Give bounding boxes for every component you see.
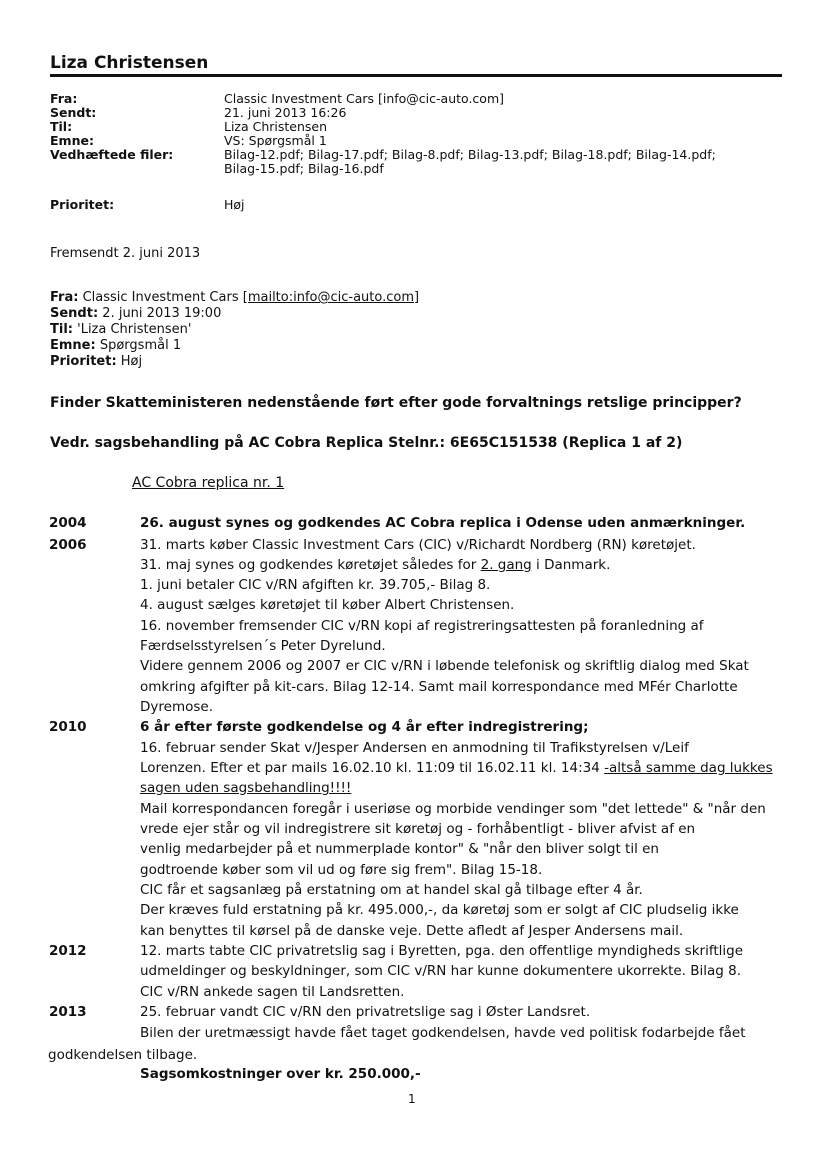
event-2006-9: Dyremose. xyxy=(140,699,213,715)
event-2012-1: 12. marts tabte CIC privatretslig sag i Byretten, pga. den offentlige myndigheds skriftlige xyxy=(140,943,744,959)
year-2013: 2013 xyxy=(49,1004,87,1020)
priority-label: Prioritet: xyxy=(50,197,115,212)
to-value: Liza Christensen xyxy=(224,119,328,134)
event-2006-6: Færdselsstyrelsen´s Peter Dyrelund. xyxy=(140,638,386,654)
header-rule xyxy=(50,74,782,77)
sent-value: 21. juni 2013 16:26 xyxy=(224,105,347,120)
year-2010: 2010 xyxy=(49,719,87,735)
fwd-to-label: Til: xyxy=(50,322,73,337)
subject-value: VS: Spørgsmål 1 xyxy=(224,133,327,148)
fwd-to-line xyxy=(50,322,191,337)
attachments-line-1: Bilag-12.pdf; Bilag-17.pdf; Bilag-8.pdf; Bilag-13.pdf; Bilag-18.pdf; Bilag-14.pdf; xyxy=(224,147,716,162)
event-2006-1: 31. marts køber Classic Investment Cars (CIC) v/Richardt Nordberg (RN) køretøjet. xyxy=(140,537,696,553)
event-2010-1: 6 år efter første godkendelse og 4 år efter indregistrering; xyxy=(140,719,589,735)
forwarded-note: Fremsendt 2. juni 2013 xyxy=(50,246,201,261)
event-2004-1: 26. august synes og godkendes AC Cobra replica i Odense uden anmærkninger. xyxy=(140,515,746,531)
attachments-line-2: Bilag-15.pdf; Bilag-16.pdf xyxy=(224,161,384,176)
event-2010-7: venlig medarbejder på et nummerplade kontor" & "når den bliver solgt til en xyxy=(140,841,659,857)
document-owner-name: Liza Christensen xyxy=(50,53,209,73)
year-2006: 2006 xyxy=(49,537,87,553)
event-2006-2 xyxy=(140,557,610,573)
year-2004: 2004 xyxy=(49,515,87,531)
event-2010-5: Mail korrespondancen foregår i useriøse og morbide vendinger som "det lettede" & "når den xyxy=(140,801,766,817)
event-2006-7: Videre gennem 2006 og 2007 er CIC v/RN i løbende telefonisk og skriftlig dialog med Skat xyxy=(140,658,749,674)
question-heading: Finder Skatteministeren nedenstående ført efter gode forvaltnings retslige principper? xyxy=(50,395,742,411)
subject-label: Emne: xyxy=(50,133,94,148)
event-2010-11: kan benyttes til kørsel på de danske veje. Dette afledt af Jesper Andersens mail. xyxy=(140,923,684,939)
from-label: Fra: xyxy=(50,91,78,106)
fwd-subject-value: Spørgsmål 1 xyxy=(99,338,182,353)
event-2006-3: 1. juni betaler CIC v/RN afgiften kr. 39.705,- Bilag 8. xyxy=(140,577,491,593)
attachments-label: Vedhæftede filer: xyxy=(50,147,174,162)
event-2013-1: 25. februar vandt CIC v/RN den privatretslige sag i Øster Landsret. xyxy=(140,1004,591,1020)
event-2006-2-tail: i Danmark. xyxy=(531,557,611,573)
event-2010-3 xyxy=(140,760,773,776)
event-2010-3-emph: -altså samme dag lukkes xyxy=(604,760,773,776)
event-2006-2-emph: 2. gang xyxy=(480,557,532,573)
event-2006-5: 16. november fremsender CIC v/RN kopi af registreringsattesten på foranledning af xyxy=(140,618,704,634)
event-2012-3: CIC v/RN ankede sagen til Landsretten. xyxy=(140,984,405,1000)
event-2010-4: sagen uden sagsbehandling!!!! xyxy=(140,780,352,796)
fwd-from-link[interactable]: [mailto:info@cic-auto.com] xyxy=(242,290,420,305)
fwd-subject-line xyxy=(50,338,181,353)
event-2010-10: Der kræves fuld erstatning på kr. 495.000,-, da køretøj som er solgt af CIC pludselig ikke xyxy=(140,902,739,918)
fwd-subject-label: Emne: xyxy=(50,338,96,353)
fwd-sent-label: Sendt: xyxy=(50,306,99,321)
fwd-sent-line xyxy=(50,306,221,321)
sent-label: Sendt: xyxy=(50,105,97,120)
fwd-to-value: 'Liza Christensen' xyxy=(77,322,192,337)
fwd-priority-label: Prioritet: xyxy=(50,354,117,369)
event-2012-2: udmeldinger og beskyldninger, som CIC v/RN har kunne dokumentere ukorrekte. Bilag 8. xyxy=(140,963,742,979)
fwd-sent-value: 2. juni 2013 19:00 xyxy=(102,306,222,321)
event-2006-8: omkring afgifter på kit-cars. Bilag 12-14. Samt mail korrespondance med MFér Charlotte xyxy=(140,679,738,695)
event-2013-3: godkendelsen tilbage. xyxy=(48,1047,198,1063)
fwd-from-value: Classic Investment Cars xyxy=(82,290,239,305)
event-2010-3-text: Lorenzen. Efter et par mails 16.02.10 kl. 11:09 til 16.02.11 kl. 14:34 xyxy=(140,760,605,776)
event-2006-4: 4. august sælges køretøjet til køber Albert Christensen. xyxy=(140,597,515,613)
fwd-from-line xyxy=(50,290,419,305)
section-title: AC Cobra replica nr. 1 xyxy=(132,475,285,491)
from-value: Classic Investment Cars [info@cic-auto.com] xyxy=(224,91,504,106)
event-2010-8: godtroende køber som vil ud og føre sig frem". Bilag 15-18. xyxy=(140,862,543,878)
fwd-priority-value: Høj xyxy=(120,354,143,369)
priority-value: Høj xyxy=(224,197,245,212)
event-2010-6: vrede ejer står og vil indregistrere sit køretøj og - forhåbentligt - bliver afvist af en xyxy=(140,821,696,837)
fwd-from-label: Fra: xyxy=(50,290,79,305)
fwd-priority-line xyxy=(50,354,142,369)
event-2006-2-text: 31. maj synes og godkendes køretøjet således for xyxy=(140,557,481,573)
event-2010-2: 16. februar sender Skat v/Jesper Andersen en anmodning til Trafikstyrelsen v/Leif xyxy=(140,740,689,756)
year-2012: 2012 xyxy=(49,943,87,959)
page-number: 1 xyxy=(408,1092,416,1106)
to-label: Til: xyxy=(50,119,73,134)
case-subject-heading: Vedr. sagsbehandling på AC Cobra Replica Stelnr.: 6E65C151538 (Replica 1 af 2) xyxy=(50,435,683,451)
event-2010-9: CIC får et sagsanlæg på erstatning om at handel skal gå tilbage efter 4 år. xyxy=(140,882,643,898)
event-2013-4: Sagsomkostninger over kr. 250.000,- xyxy=(140,1066,421,1082)
event-2013-2: Bilen der uretmæssigt havde fået taget godkendelsen, havde ved politisk fodarbejde fået xyxy=(140,1025,746,1041)
